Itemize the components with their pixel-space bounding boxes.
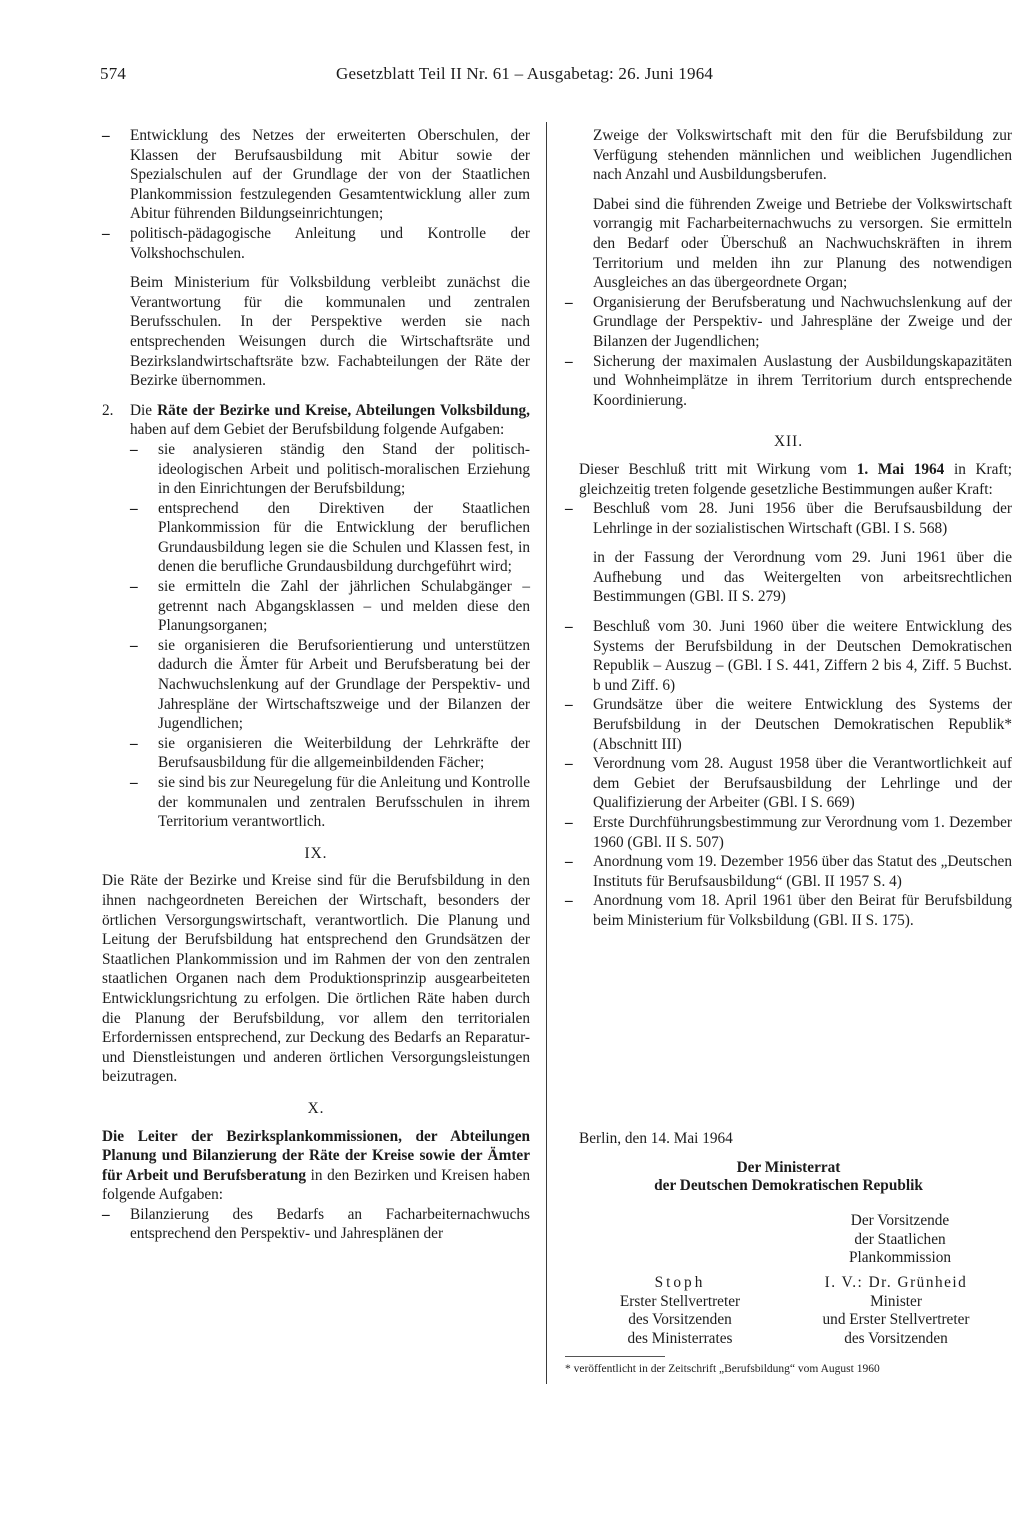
item-intro-pre: Die <box>130 401 158 419</box>
place-date: Berlin, den 14. Mai 1964 <box>579 1130 733 1147</box>
item-intro-post: haben auf dem Gebiet der Berufsbildung folgende Aufgaben: <box>130 421 505 439</box>
paragraph: Die Räte der Bezirke und Kreise sind für die Berufsbildung in den ihnen nachgeordneten Bereichen der Wirtschaft, besonders der örtlichen Versorgungswirtschaft, verantwortlich. Die Planung und Leitung der Berufsbildung hat entsprechend den Grundsätzen der Staatlichen Plankommission und im Rahmen der von den zentralen staatlichen Organen nach dem Produktionsprinzip ausgearbeiteten Entwicklungsrichtung zu erfolgen. Die örtlichen Räte haben durch die Planung der Berufsbildung, vor allem den territorialen Erfordernissen entsprechend, zur Deckung des Bedarfs an Reparatur- und Dienstleistungen und anderen örtlichen Versorgungsleistungen beizutragen. <box>102 872 530 1086</box>
paragraph: Beim Ministerium für Volksbildung verbleibt zunächst die Verantwortung für die kommunalen und zentralen Berufsschulen. In der Perspektive werden sie nach entsprechenden Weisungen durch die Wirtschaftsräte und Bezirkslandwirtschaftsräte bzw. Fachabteilungen der Räte der Bezirke übernommen. <box>130 274 530 390</box>
list-item: – sie organisieren die Berufsorientierung und unterstützen dadurch die Ämter für Arbeit und Berufsberatung bei der Nachwuchslenkung auf der Grundlage der Perspektiv- und Jahrespläne der Wirtschaftszweige und der Bilanzen der Jugendlichen; <box>130 636 530 734</box>
paragraph <box>565 460 1012 499</box>
paragraph: in der Fassung der Verordnung vom 29. Juni 1961 über die Aufhebung und das Weitergelten von arbeitsrechtlichen Bestimmungen (GBl. II S. 279) <box>593 549 1012 606</box>
signatory-name: I. V.: Dr. Grünheid <box>824 1274 968 1291</box>
chairman-title-line3: Plankommission <box>849 1249 951 1266</box>
column-divider <box>546 122 547 1384</box>
list-item: – Erste Durchführungsbestimmung zur Verordnung vom 1. Dezember 1960 (GBl. II S. 507) <box>565 813 1012 852</box>
list-item: – Entwicklung des Netzes der erweiterten Oberschulen, der Klassen der Berufsausbildung mit Abitur sowie der Spezialschulen auf der Grundlage der von der Staatlichen Plankommission festzulegenden Gesamtentwicklung aller zum Abitur führenden Bildungseinrichtungen; <box>102 126 530 224</box>
signatory-title-line2: des Vorsitzenden <box>628 1311 732 1328</box>
paragraph-pre: Dieser Beschluß tritt mit Wirkung vom <box>579 460 857 478</box>
list-item: – sie sind bis zur Neuregelung für die Anleitung und Kontrolle der kommunalen und zentralen Berufsschulen in ihrem Territorium verantwortlich. <box>130 773 530 832</box>
paragraph: Dabei sind die führenden Zweige und Betriebe der Volkswirtschaft vorrangig mit Facharbeiternachwuchs zu versorgen. Sie ermitteln den Bedarf oder Überschuß an Nachwuchskräften in ihrem Territorium und melden ihn zur Planung des notwendigen Ausgleiches an das übergeordnete Organ; <box>593 195 1012 292</box>
list-item: – Sicherung der maximalen Auslastung der Ausbildungskapazitäten und Wohnheimplätze in ihrem Territorium durch entsprechende Koordinierung. <box>565 352 1012 411</box>
chairman-title-line1: Der Vorsitzende <box>850 1212 950 1229</box>
chairman-title <box>830 1212 970 1268</box>
paragraph-date: 1. Mai 1964 <box>856 460 945 478</box>
list-item: – Verordnung vom 28. August 1958 über die Verantwortlichkeit auf dem Gebiet der Berufsausbildung der Lehrlinge und der Qualifizierung der Arbeiter (GBl. I S. 669) <box>565 754 1012 813</box>
paragraph-rest: in den Bezirken und Kreisen haben folgende Aufgaben: <box>102 1166 530 1204</box>
list-item: – Anordnung vom 18. April 1961 über den Beirat für Berufsbildung beim Ministerium für Volksbildung (GBl. II S. 175). <box>565 891 1012 930</box>
page-number: 574 <box>100 64 127 83</box>
list-item: – sie ermitteln die Zahl der jährlichen Schulabgänger – getrennt nach Abgangsklassen – und melden diese den Planungsorganen; <box>130 577 530 636</box>
item-intro <box>130 401 530 440</box>
item-intro-bold: Räte der Bezirke und Kreise, Abteilungen Volksbildung, <box>157 401 530 419</box>
footnote: * veröffentlicht in der Zeitschrift „Berufsbildung“ vom August 1960 <box>565 1363 880 1375</box>
item-number: 2. <box>102 401 114 419</box>
signatory-left <box>565 1274 795 1348</box>
chairman-title-line2: der Staatlichen <box>854 1230 946 1248</box>
list-item: – Beschluß vom 30. Juni 1960 über die weitere Entwicklung des Systems der Berufsbildung in der Deutschen Demokratischen Republik – Auszug – (GBl. I S. 441, Ziffern 2 bis 4, Ziff. 5 Buchst. b und Ziff. 6) <box>565 617 1012 695</box>
page-header <box>100 64 1012 88</box>
signatory-title-line3: des Vorsitzenden <box>844 1329 948 1347</box>
footnote-rule <box>565 1356 665 1357</box>
signatory-title-line1: Minister <box>870 1292 922 1310</box>
list-item: – Anordnung vom 19. Dezember 1956 über das Statut des „Deutschen Instituts für Berufsausbildung“ (GBl. II 1957 S. 4) <box>565 852 1012 891</box>
paragraph: Zweige der Volkswirtschaft mit den für die Berufsbildung zur Verfügung stehenden männlichen und weiblichen Jugendlichen nach Anzahl und Ausbildungsberufen. <box>593 127 1012 184</box>
signatory-name: Stoph <box>654 1274 706 1291</box>
section-heading: IX. <box>304 844 328 862</box>
list-item: – Bilanzierung des Bedarfs an Facharbeiternachwuchs entsprechend den Perspektiv- und Jahresplänen der <box>102 1205 530 1244</box>
signing-organ-line1: Der Ministerrat <box>736 1158 841 1176</box>
section-heading: XII. <box>773 433 804 451</box>
section-heading: X. <box>307 1099 325 1117</box>
signatory-right <box>780 1274 1012 1348</box>
list-item: – sie organisieren die Weiterbildung der Lehrkräfte der Berufsausbildung für die allgemeinbildenden Fächer; <box>130 734 530 773</box>
signing-organ-line2: der Deutschen Demokratischen Republik <box>654 1177 923 1194</box>
list-item: – Grundsätze über die weitere Entwicklung des Systems der Berufsbildung in der Deutschen Demokratischen Republik* (Abschnitt III) <box>565 695 1012 754</box>
left-column <box>102 126 530 1244</box>
paragraph <box>102 1127 530 1205</box>
signatory-title-line3: des Ministerrates <box>627 1329 733 1347</box>
numbered-item-2 <box>102 401 530 832</box>
list-item: – politisch-pädagogische Anleitung und Kontrolle der Volkshochschulen. <box>102 224 530 263</box>
signatory-title-line1: Erster Stellvertreter <box>619 1292 741 1310</box>
right-column <box>565 126 1012 931</box>
list-item: – sie analysieren ständig den Stand der politisch-ideologischen Arbeit und politisch-moralischen Erziehung in den Einrichtungen der Berufsbildung; <box>130 440 530 499</box>
paragraph-bold: Die Leiter der Bezirksplankommissionen, der Abteilungen Planung und Bilanzierung der Räte der Kreise sowie der Ämter für Arbeit und Berufsberatung <box>102 1127 530 1184</box>
signatory-title-line2: und Erster Stellvertreter <box>822 1311 970 1328</box>
signature-block <box>565 1130 1012 1347</box>
list-item: – Beschluß vom 28. Juni 1956 über die Berufsausbildung der Lehrlinge in der sozialistischen Wirtschaft (GBl. I S. 568) <box>565 499 1012 538</box>
header-title: Gesetzblatt Teil II Nr. 61 – Ausgabetag: 26. Juni 1964 <box>336 64 714 83</box>
list-item: – Organisierung der Berufsberatung und Nachwuchslenkung auf der Grundlage der Perspektiv- und Jahrespläne der Zweige und der Bilanzen der Jugendlichen; <box>565 293 1012 352</box>
paragraph-post: in Kraft; gleichzeitig treten folgende gesetzliche Bestimmungen außer Kraft: <box>579 460 1012 498</box>
list-item: – entsprechend den Direktiven der Staatlichen Plankommission für die Entwicklung der beruflichen Grundausbildung legen sie die Schulen und Klassen fest, in denen die berufliche Grundausbildung durchgeführt wird; <box>130 499 530 577</box>
